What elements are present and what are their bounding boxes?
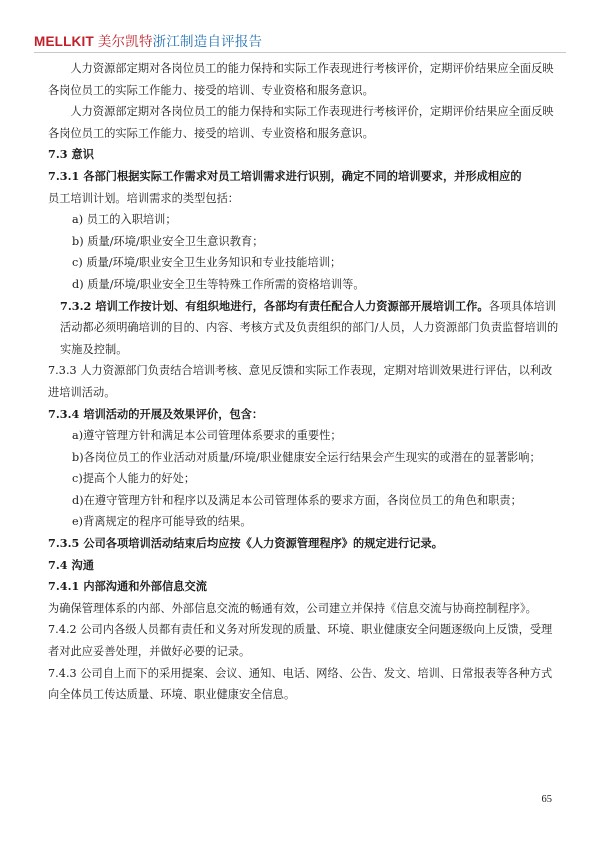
document-body [48,58,562,706]
company-brand [34,34,262,49]
list-item: c)提高个人能力的好处； [72,472,196,486]
section-7-3-5: 7.3.5 公司各项培训活动结束后均应按《人力资源管理程序》的规定进行记录。 [48,536,443,551]
paragraph-1: 人力资源部定期对各岗位员工的能力保持和实际工作表现进行考核评价，定期评价结果应全面反映各岗位员工的实际工作能力、接受的培训、专业资格和服务意识。 [48,62,554,97]
section-7-4-1-text: 为确保管理体系的内部、外部信息交流的畅通有效，公司建立并保持《信息交流与协商控制程序》。 [48,601,537,615]
section-7-3-2 [48,296,562,361]
section-7-3-heading: 7.3 意识 [48,147,95,162]
brand-chinese: 美尔凯特 [93,34,153,49]
list-item: a)遵守管理方针和满足本公司管理体系要求的重要性； [72,429,342,443]
section-7-4-heading: 7.4 沟通 [48,557,95,572]
list-item: e)背离规定的程序可能导致的结果。 [72,515,252,529]
list-item: a) 员工的入职培训； [72,213,177,227]
list-item: b) 质量/环境/职业安全卫生意识教育； [72,234,264,248]
report-subtitle: 浙江制造自评报告 [152,34,263,49]
section-7-3-1-heading: 7.3.1 各部门根据实际工作需求对员工培训需求进行识别，确定不同的培训要求，并形成相应的 [48,168,522,183]
section-7-4-3: 7.4.3 公司自上而下的采用提案、会议、通知、电话、网络、公告、发文、培训、日常报表等各种方式向全体员工传达质量、环境、职业健康安全信息。 [48,666,553,702]
section-7-3-3: 7.3.3 人力资源部门负责结合培训考核、意见反馈和实际工作表现，定期对培训效果进行评估，以利改进培训活动。 [48,364,553,399]
paragraph-2: 人力资源部定期对各岗位员工的能力保持和实际工作表现进行考核评价，定期评价结果应全面反映各岗位员工的实际工作能力、接受的培训、专业资格和服务意识。 [48,105,554,140]
section-7-4-1-heading: 7.4.1 内部沟通和外部信息交流 [48,579,207,594]
page-number: 65 [541,794,552,805]
section-7-3-4-heading: 7.3.4 培训活动的开展及效果评价，包含： [48,406,264,421]
section-7-3-2-text: 各项具体培训活动都必须明确培训的目的、内容、考核方式及负责组织的部门/人员，人力资源部门负责监督培训的实施及控制。 [60,299,559,356]
section-7-4-2: 7.4.2 公司内各级人员都有责任和义务对所发现的质量、环境、职业健康安全问题逐级向上反馈，受理者对此应妥善处理，并做好必要的记录。 [48,623,553,659]
list-item: b)各岗位员工的作业活动对质量/环境/职业健康安全运行结果会产生现实的或潜在的显著影响； [72,450,541,464]
page-header [34,30,566,53]
list-item: c) 质量/环境/职业安全卫生业务知识和专业技能培训； [72,256,342,270]
list-item: d)在遵守管理方针和程序以及满足本公司管理体系的要求方面，各岗位员工的角色和职责； [72,493,522,507]
section-7-3-1-continuation: 员工培训计划。培训需求的类型包括： [48,191,240,205]
list-item: d) 质量/环境/职业安全卫生等特殊工作所需的资格培训等。 [72,277,365,291]
brand-latin: MELLKIT [34,34,94,49]
section-7-3-2-lead: 7.3.2 培训工作按计划、有组织地进行，各部均有责任配合人力资源部开展培训工作。 [60,298,489,313]
